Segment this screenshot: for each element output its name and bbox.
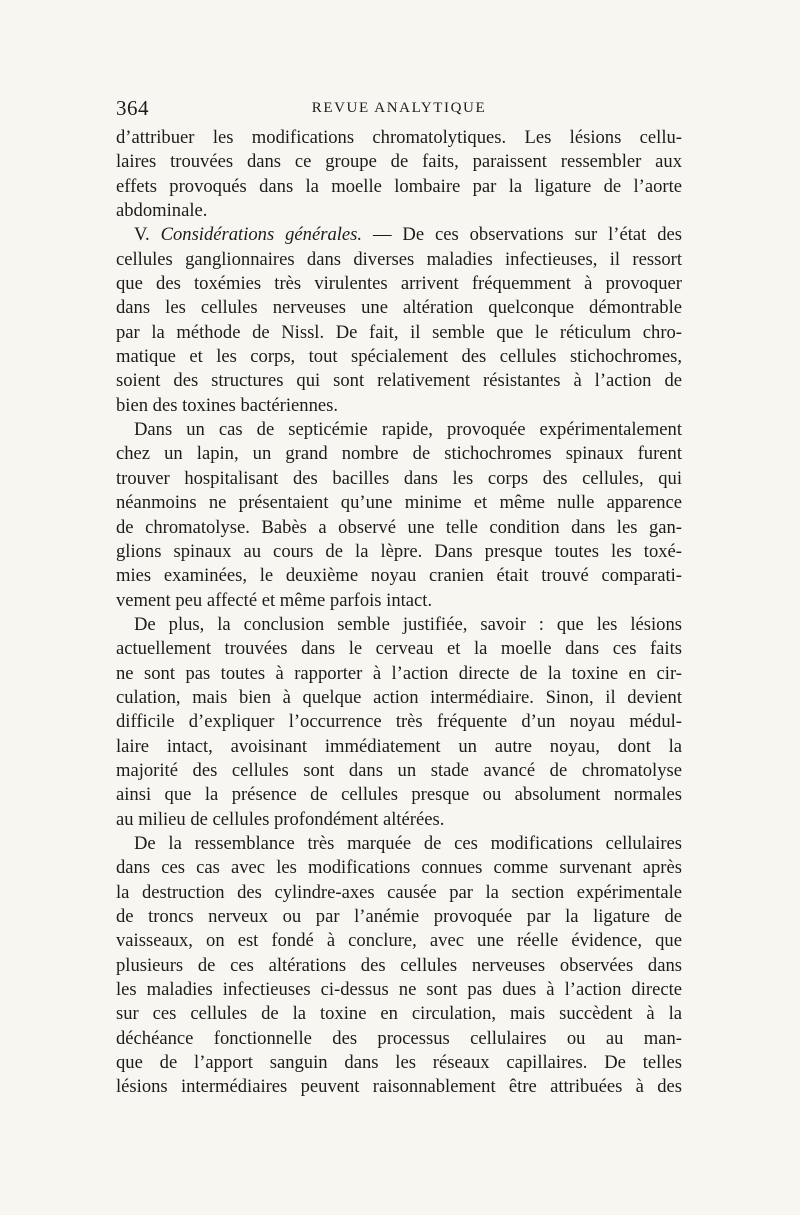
paragraph xyxy=(116,126,682,223)
text-line: vement peu affecté et même parfois intact. xyxy=(116,589,433,611)
section-number: V. xyxy=(134,224,161,246)
text-line: par la méthode de Nissl. De fait, il semble que le réticulum chro- xyxy=(116,321,682,343)
text-line: les maladies infectieuses ci-dessus ne sont pas dues à l’action directe xyxy=(116,979,682,1001)
paragraph xyxy=(116,613,682,832)
text-line xyxy=(116,223,682,247)
text-line: abdominale. xyxy=(116,200,208,222)
text-line: mies examinées, le deuxième noyau cranien était trouvé comparati- xyxy=(116,565,682,587)
text-line: difficile d’expliquer l’occurrence très fréquente d’un noyau médul- xyxy=(116,711,682,733)
text-line: lésions intermédiaires peuvent raisonnablement être attribuées à des xyxy=(116,1076,682,1098)
text-line: Dans un cas de septicémie rapide, provoquée expérimentalement xyxy=(134,419,682,441)
text-fragment: — De ces observations sur l’état des xyxy=(362,224,682,246)
text-line: néanmoins ne présentaient qu’une minime et même nulle apparence xyxy=(116,492,682,514)
text-line: dans les cellules nerveuses une altération quelconque démontrable xyxy=(116,297,682,319)
text-line: plusieurs de ces altérations des cellules nerveuses observées dans xyxy=(116,954,682,976)
page-number: 364 xyxy=(116,96,149,120)
text-line: dans ces cas avec les modifications connues comme survenant après xyxy=(116,857,682,879)
body-text xyxy=(116,126,682,1100)
text-line: de troncs nerveux ou par l’anémie provoquée par la ligature de xyxy=(116,906,682,927)
text-line: ne sont pas toutes à rapporter à l’action directe de la toxine en cir- xyxy=(116,662,682,684)
text-line: cellules ganglionnaires dans diverses maladies infectieuses, il ressort xyxy=(116,248,682,270)
text-line: chez un lapin, un grand nombre de stichochromes spinaux furent xyxy=(116,443,682,465)
text-line: laire intact, avoisinant immédiatement un autre noyau, dont la xyxy=(116,735,682,757)
running-title: REVUE ANALYTIQUE xyxy=(311,100,487,116)
paragraph xyxy=(116,832,682,1100)
text-line: au milieu de cellules profondément altérées. xyxy=(116,808,445,830)
text-line: bien des toxines bactériennes. xyxy=(116,394,339,416)
text-line: actuellement trouvées dans le cerveau et la moelle dans ces faits xyxy=(116,638,682,660)
text-line: laires trouvées dans ce groupe de faits, paraissent ressembler aux xyxy=(116,151,682,173)
text-line: De la ressemblance très marquée de ces modifications cellulaires xyxy=(134,832,682,854)
text-line: déchéance fonctionnelle des processus cellulaires ou au man- xyxy=(116,1027,682,1049)
text-line: que de l’apport sanguin dans les réseaux capillaires. De telles xyxy=(116,1052,682,1074)
paragraph xyxy=(116,223,682,418)
text-line: majorité des cellules sont dans un stade avancé de chromatolyse xyxy=(116,759,682,781)
text-line: effets provoqués dans la moelle lombaire par la ligature de l’aorte xyxy=(116,175,682,197)
text-line: trouver hospitalisant des bacilles dans les corps des cellules, qui xyxy=(116,467,682,489)
text-line: culation, mais bien à quelque action intermédiaire. Sinon, il devient xyxy=(116,686,682,708)
text-line: que des toxémies très virulentes arrivent fréquemment à provoquer xyxy=(116,273,682,295)
text-line: ainsi que la présence de cellules presque ou absolument normales xyxy=(116,784,682,806)
text-line: soient des structures qui sont relativement résistantes à l’action de xyxy=(116,370,682,392)
text-line: la destruction des cylindre-axes causée par la section expérimentale xyxy=(116,881,682,903)
section-heading: Considérations générales. xyxy=(160,224,363,246)
paragraph xyxy=(116,418,682,613)
page-header xyxy=(116,96,682,122)
text-line: vaisseaux, on est fondé à conclure, avec une réelle évidence, que xyxy=(116,930,682,952)
text-line: sur ces cellules de la toxine en circulation, mais succèdent à la xyxy=(116,1003,682,1025)
text-line: d’attribuer les modifications chromatolytiques. Les lésions cellu- xyxy=(116,127,682,148)
text-line: glions spinaux au cours de la lèpre. Dans presque toutes les toxé- xyxy=(116,540,682,562)
text-line: de chromatolyse. Babès a observé une telle condition dans les gan- xyxy=(116,516,682,538)
text-line: De plus, la conclusion semble justifiée, savoir : que les lésions xyxy=(134,613,682,635)
text-line: matique et les corps, tout spécialement des cellules stichochromes, xyxy=(116,346,682,368)
